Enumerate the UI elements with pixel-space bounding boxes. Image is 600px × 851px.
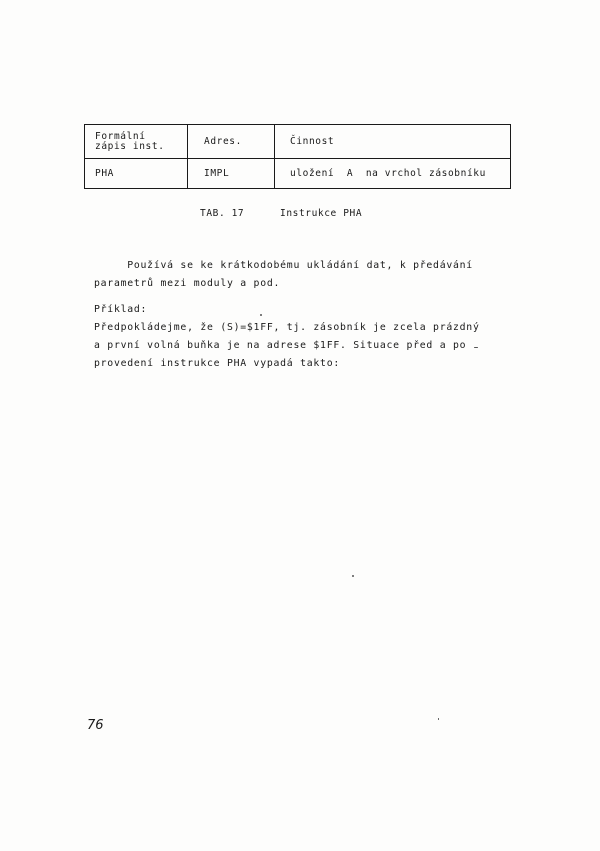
text-line: provedení instrukce PHA vypadá takto: (94, 358, 340, 369)
paragraph-example (94, 301, 534, 373)
header-addressing: Adres. (188, 125, 275, 159)
cell-addressing-mode: IMPL (188, 159, 275, 189)
text-line: parametrů mezi moduly a pod. (94, 278, 281, 289)
caption-title: Instrukce PHA (280, 208, 363, 219)
text-line: a první volná buňka je na adrese $1FF. Situace před a po (94, 340, 467, 351)
instruction-table (84, 124, 511, 189)
paragraph-usage (94, 257, 534, 293)
header-formal-line-2: zápis inst. (95, 140, 165, 152)
header-formal-line-1: Formální (95, 130, 146, 142)
text-line: Předpokládejme, že (S)=$1FF, tj. zásobník je zcela prázdný (94, 322, 480, 333)
table-caption (200, 208, 362, 219)
caption-label: TAB. 17 (200, 208, 245, 219)
header-operation: Činnost (275, 125, 511, 159)
text-line: Používá se ke krátkodobému ukládání dat, k předávání (94, 260, 473, 271)
page-number: 76 (87, 718, 104, 733)
cell-operation: uložení A na vrchol zásobníku (275, 159, 511, 189)
scan-speck (260, 314, 262, 316)
header-formal-notation (85, 125, 188, 159)
table-row (85, 159, 511, 189)
cell-mnemonic: PHA (85, 159, 188, 189)
example-heading: Příklad: (94, 304, 148, 315)
scan-speck (438, 718, 439, 720)
scan-speck (352, 575, 354, 577)
table-header-row (85, 125, 511, 159)
scan-speck (474, 347, 478, 348)
